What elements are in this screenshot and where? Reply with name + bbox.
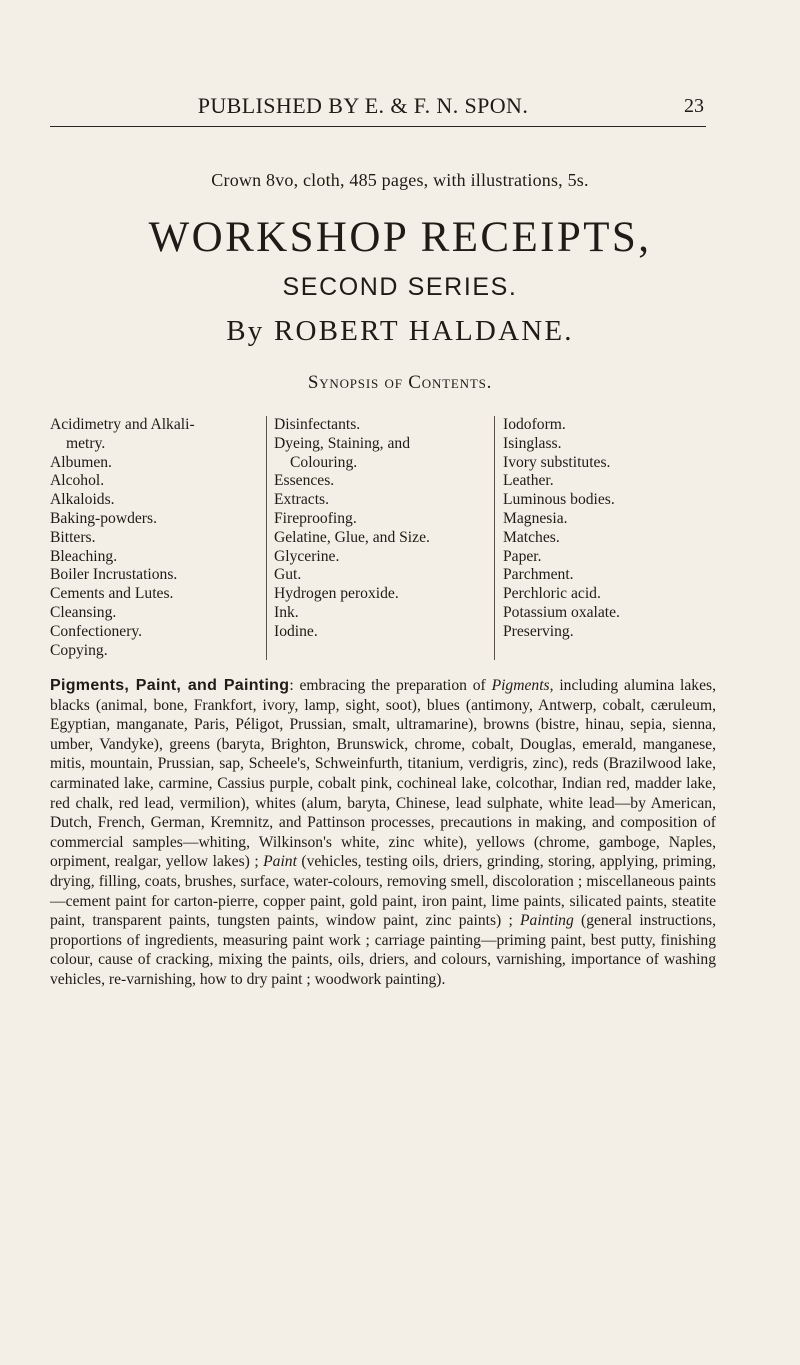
contents-item: Potassium oxalate. bbox=[503, 603, 620, 621]
paragraph-text: , including alumina lakes, blacks (animal, bone, Frankfort, ivory, lamp, sight, soot), blues (antimony, Antwerp, cobalt, cæruleum, Egyptian, manganate, Paris, Péligot, Prussian, smalt, ultramarine), browns (bistre, hinau, sepia, sienna, umber, Vandyke), greens (baryta, Brighton, Brunswick, chrome, cobalt, Douglas, emerald, manganese, mitis, mountain, Prussian, sap, Scheele's, Schweinfurth, titanium, verdigris, zinc), reds (Brazilwood lake, carminated lake, carmine, Cassius purple, cobalt pink, cochineal lake, colcothar, Indian red, madder lake, red chalk, red lead, vermilion), whites (alum, baryta, Chinese, lead sulphate, white lead—by American, Dutch, French, German, Kremnitz, and Pattinson processes, precautions in making, and composition of commercial samples—whiting, Wilkinson's white, zinc white), yellows (chrome, gamboge, Naples, orpiment, realgar, yellow lakes) ; bbox=[50, 677, 716, 871]
contents-item: Gelatine, Glue, and Size. bbox=[274, 528, 430, 546]
contents-item: Magnesia. bbox=[503, 509, 568, 527]
italic-term: Pigments bbox=[491, 677, 550, 694]
contents-item: Fireproofing. bbox=[274, 509, 357, 527]
contents-item: Alcohol. bbox=[50, 472, 105, 490]
contents-item: Glycerine. bbox=[274, 547, 340, 565]
contents-columns bbox=[50, 416, 718, 676]
contents-column-2 bbox=[272, 416, 486, 642]
column-divider bbox=[266, 416, 267, 660]
contents-item: Luminous bodies. bbox=[503, 491, 615, 509]
contents-item: Boiler Incrustations. bbox=[50, 566, 178, 584]
contents-item: Iodoform. bbox=[503, 416, 566, 433]
contents-item: Ink. bbox=[274, 603, 299, 621]
series-label: SECOND SERIES. bbox=[282, 273, 518, 301]
contents-item: Bitters. bbox=[50, 528, 96, 546]
contents-item: Matches. bbox=[503, 528, 560, 546]
contents-item: Hydrogen peroxide. bbox=[274, 585, 399, 603]
contents-item: Colouring. bbox=[290, 453, 358, 471]
paragraph-text: (vehicles, testing oils, driers, grinding, storing, applying, priming, drying, filling, coats, brushes, surface, water-colours, removing smell, discoloration ; miscellaneous paints—cement paint for carton-pierre, copper paint, gold paint, iron paint, lime paints, silicated paints, steatite paint, transparent paints, tungsten paints, window paint, zinc paints) ; bbox=[50, 853, 717, 930]
contents-item: Isinglass. bbox=[503, 434, 562, 452]
contents-item: Confectionery. bbox=[50, 622, 143, 640]
contents-item: Preserving. bbox=[503, 622, 574, 640]
contents-item: Copying. bbox=[50, 641, 108, 659]
contents-item: Perchloric acid. bbox=[503, 585, 601, 603]
contents-column-1 bbox=[50, 416, 260, 660]
italic-term: Paint bbox=[263, 853, 297, 871]
publisher-heading: PUBLISHED BY E. & F. N. SPON. bbox=[197, 93, 529, 118]
contents-item: Disinfectants. bbox=[274, 416, 361, 433]
contents-item: Iodine. bbox=[274, 622, 318, 640]
contents-item: Bleaching. bbox=[50, 547, 118, 565]
pigments-paragraph bbox=[50, 676, 716, 990]
contents-item: Albumen. bbox=[50, 453, 112, 471]
contents-item: Alkaloids. bbox=[50, 491, 115, 509]
author-line: By ROBERT HALDANE. bbox=[226, 315, 574, 347]
italic-term: Painting bbox=[520, 912, 574, 930]
contents-item: Baking-powders. bbox=[50, 509, 157, 527]
contents-item: Acidimetry and Alkali- bbox=[50, 416, 195, 433]
contents-item: Ivory substitutes. bbox=[503, 453, 611, 471]
contents-item: Essences. bbox=[274, 472, 335, 490]
contents-item: Parchment. bbox=[503, 566, 574, 584]
contents-item: Cleansing. bbox=[50, 603, 117, 621]
book-title: WORKSHOP RECEIPTS, bbox=[148, 214, 652, 261]
contents-column-3 bbox=[501, 416, 713, 642]
contents-item: metry. bbox=[66, 434, 106, 452]
page-number: 23 bbox=[684, 95, 704, 117]
contents-item: Gut. bbox=[274, 566, 302, 584]
paragraph-lead: : embracing the preparation of bbox=[289, 677, 492, 694]
contents-item: Extracts. bbox=[274, 491, 329, 509]
contents-item: Dyeing, Staining, and bbox=[274, 434, 410, 452]
paragraph-text: (general instructions, proportions of ingredients, measuring paint work ; carriage painting—priming paint, best putty, finishing colour, cause of cracking, mixing the paints, oils, driers, and colours, varnishing, importance of washing vehicles, re-varnishing, how to dry paint ; woodwork painting). bbox=[50, 912, 716, 988]
paragraph-heading: Pigments, Paint, and Painting bbox=[50, 677, 290, 694]
edition-details: Crown 8vo, cloth, 485 pages, with illustrations, 5s. bbox=[211, 170, 589, 190]
column-divider bbox=[494, 416, 495, 660]
contents-item: Leather. bbox=[503, 472, 554, 490]
synopsis-heading: Synopsis of Contents. bbox=[307, 372, 493, 393]
contents-item: Cements and Lutes. bbox=[50, 585, 174, 603]
contents-item: Paper. bbox=[503, 547, 542, 565]
page-header bbox=[50, 86, 706, 127]
